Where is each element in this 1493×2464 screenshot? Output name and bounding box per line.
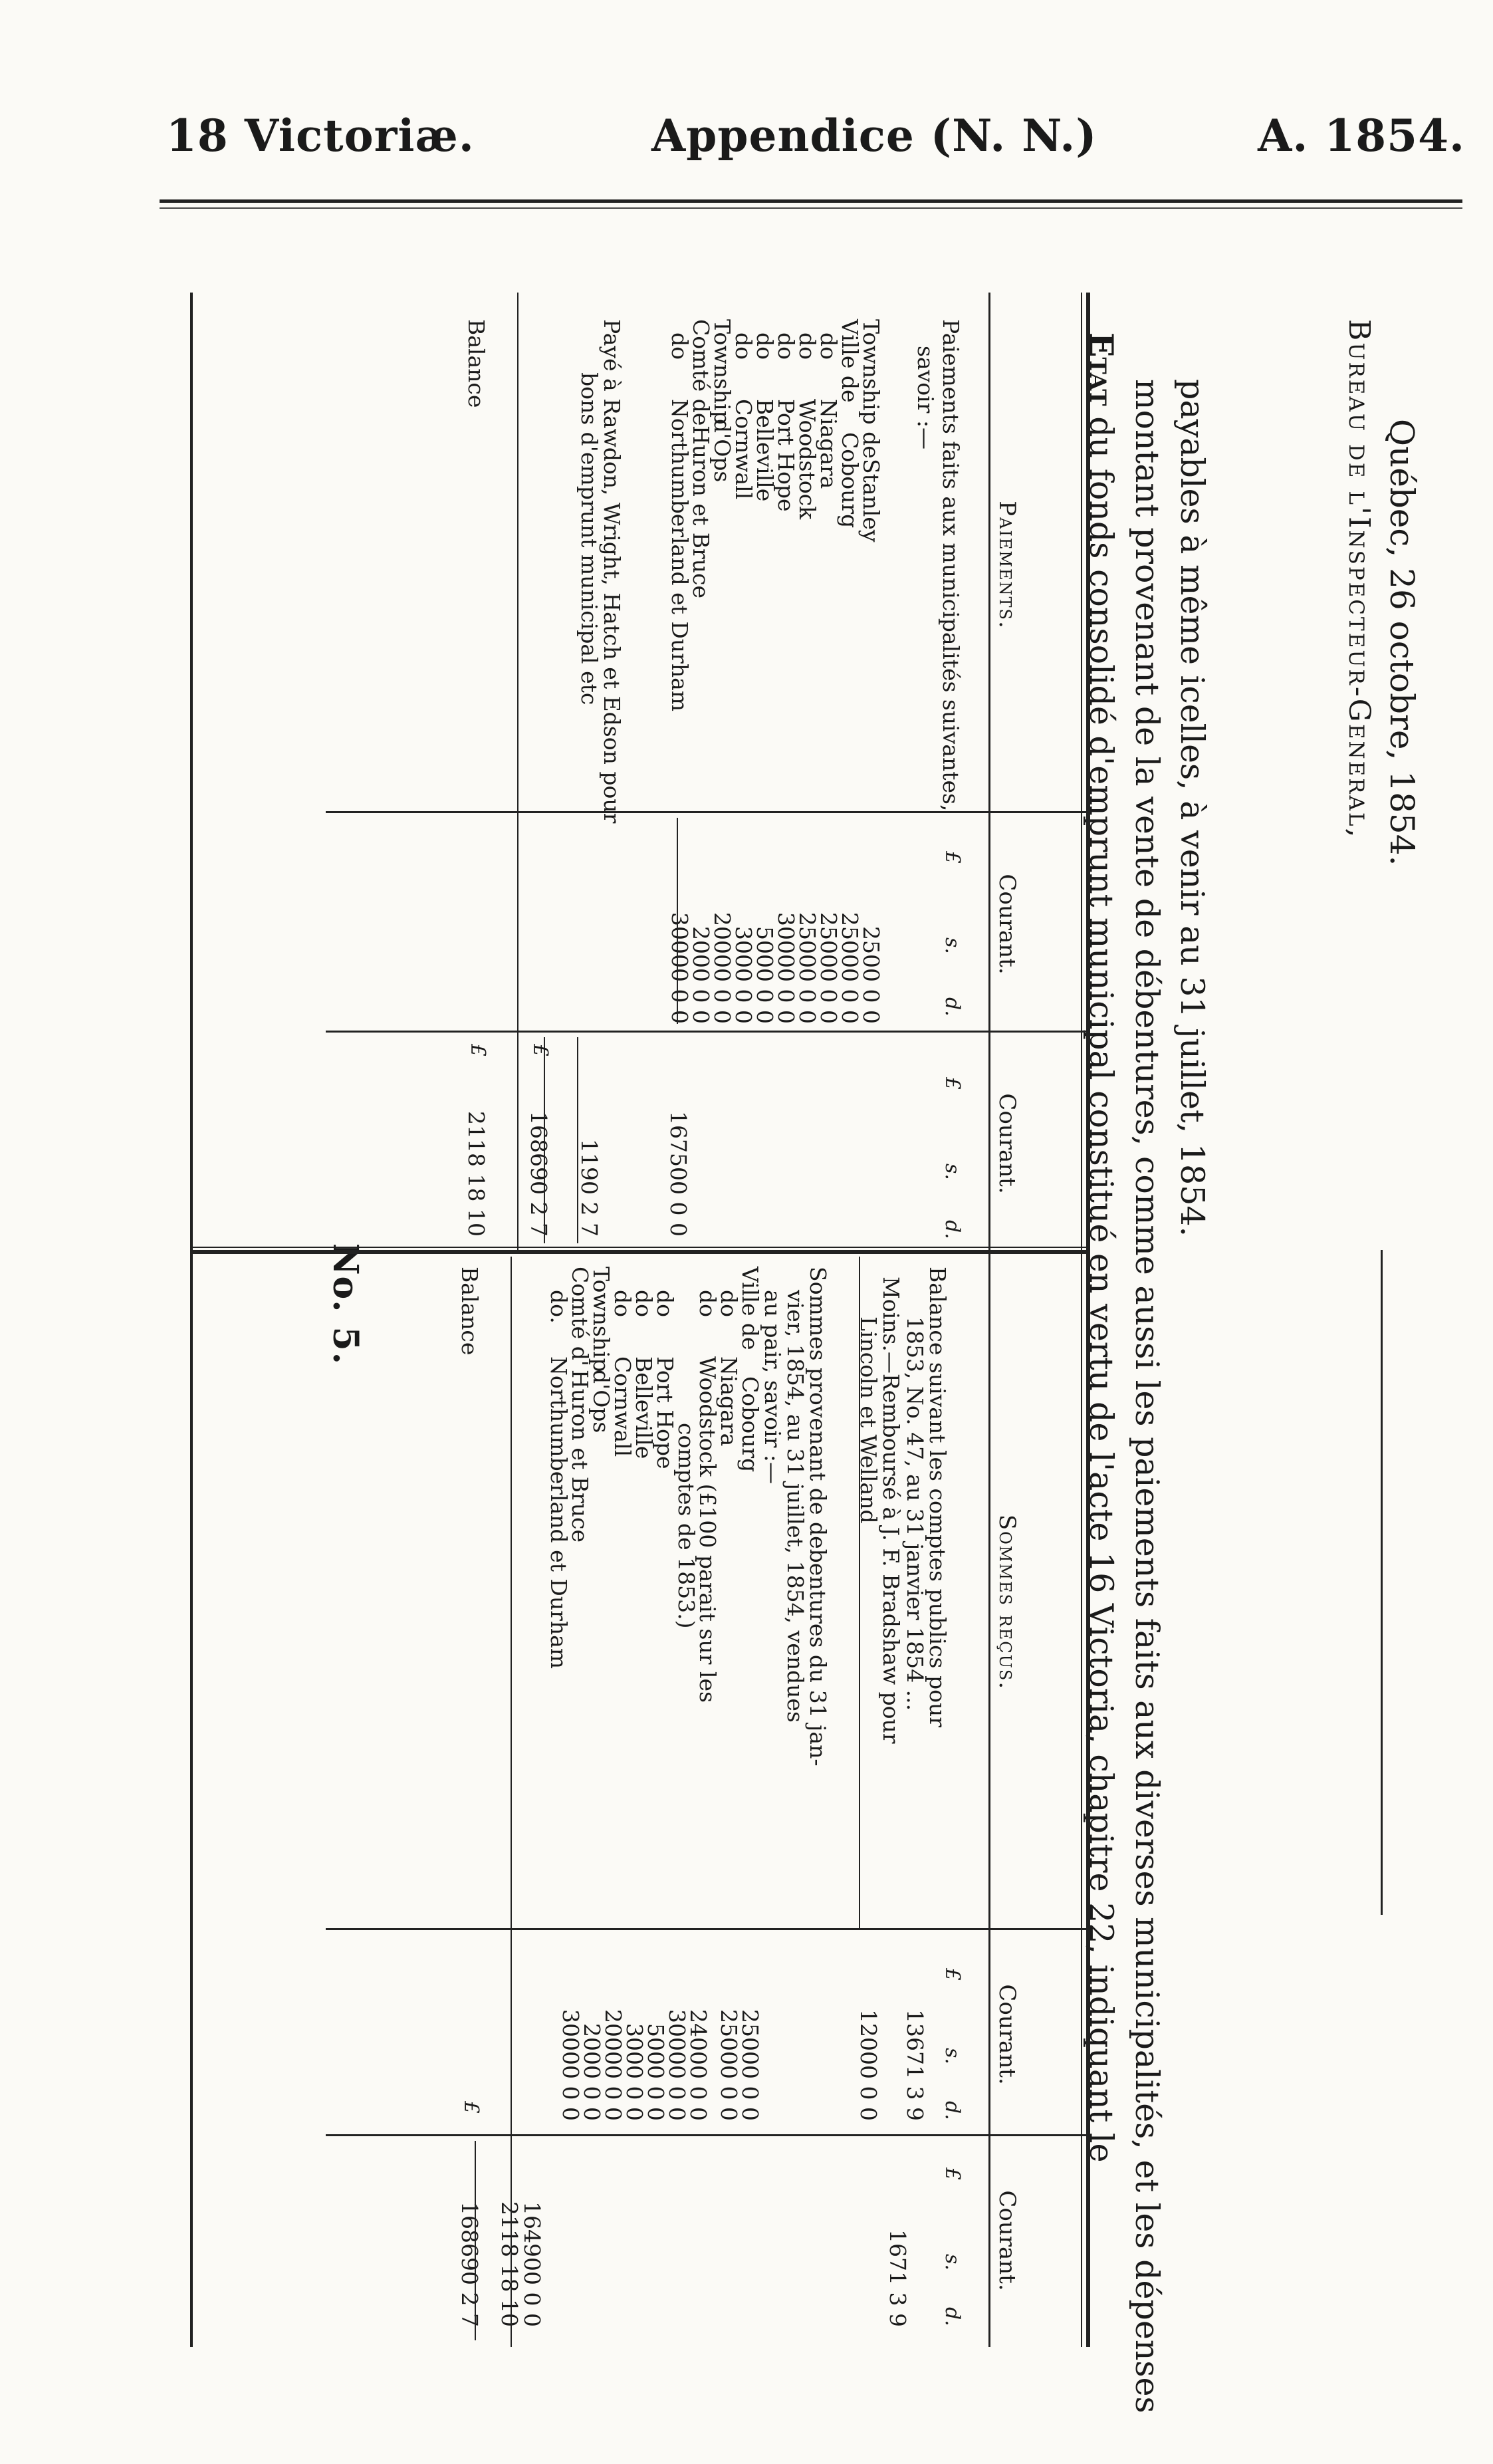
- right-row-name-5: Belleville: [631, 1356, 657, 1459]
- left-row-name-0: Stanley: [858, 459, 884, 543]
- right-balance-text-2: 1853, No. 47, au 31 janvier 1854 ...: [902, 1316, 928, 1711]
- left-total: 168690 2 7: [526, 1111, 552, 1237]
- right-col2-unit-s: s.: [941, 2254, 964, 2271]
- right-col1-unit-d: d.: [941, 2101, 964, 2120]
- title-line-3: payables à même icelles, à venir au 31 juillet, 1854.: [1173, 379, 1211, 1237]
- table-top-rule: [1086, 293, 1090, 2347]
- right-row-amount-4: 5000 0 0: [643, 2023, 669, 2121]
- right-row-prefix-8: Comté d': [567, 1267, 593, 1366]
- right-row-amount-5: 3000 0 0: [622, 2023, 647, 2121]
- left-row-amount-0: 2500 0 0: [858, 926, 884, 1024]
- right-col1-head: Courant.: [994, 1984, 1020, 2085]
- left-col2-unit-d: d.: [941, 1220, 964, 1239]
- table-header-rule: [988, 293, 990, 2347]
- title-text-1: du fonds consolidé d'emprunt municipal constitué en vertu de l'acte 16 Victoria, chapitre 22, indiquant le: [1082, 416, 1120, 2163]
- center-divider-thin: [193, 1247, 1090, 1248]
- right-section-rule: [859, 1257, 860, 1928]
- left-col1-unit-d: d.: [941, 997, 964, 1017]
- footer-date: Québec, 26 octobre, 1854.: [1383, 419, 1421, 866]
- left-row-amount-4: 30000 0 0: [773, 912, 799, 1024]
- left-row-amount-9: 30000 0 0: [667, 912, 693, 1024]
- right-moins-amount: 12000 0 0: [856, 2009, 881, 2121]
- left-col1-unit-s: s.: [941, 937, 964, 954]
- right-row-prefix-4: do: [652, 1290, 678, 1317]
- right-row-name-9: Northumberland et Durham: [546, 1356, 572, 1669]
- right-moins-text-2: Lincoln et Welland: [856, 1316, 881, 1524]
- left-row-prefix-3: do: [794, 332, 820, 360]
- right-row-amount-8: 30000 0 0: [558, 2009, 584, 2121]
- left-intro-1: Paiements faits aux municipalités suivantes,: [938, 319, 964, 812]
- right-heading: Sommes reçus.: [994, 1514, 1020, 1691]
- right-row-name-0: Cobourg: [737, 1376, 763, 1473]
- right-row-prefix-6: do: [610, 1290, 635, 1317]
- right-col1-unit-pound: £: [941, 1968, 964, 1981]
- left-total-rule: [577, 1037, 578, 1243]
- left-row-prefix-2: do: [816, 332, 842, 360]
- right-balance-label: Balance: [457, 1267, 483, 1356]
- right-balance-text-1: Balance suivant les comptes publics pour: [925, 1267, 951, 1727]
- right-row-prefix-9: do.: [546, 1290, 572, 1324]
- right-col-divider-2: [326, 2134, 1090, 2136]
- right-row-amount-0: 25000 0 0: [737, 2009, 763, 2121]
- header-right: A. 1854.: [1258, 110, 1465, 162]
- right-row-name-3: comptes de 1853.): [673, 1423, 699, 1629]
- left-row-name-7: d'Ops: [709, 419, 735, 483]
- right-col2-head: Courant.: [994, 2190, 1020, 2291]
- left-col2-unit-pound: £: [941, 1077, 964, 1090]
- left-row-prefix-8: Comté de: [688, 319, 714, 426]
- right-col2-unit-pound: £: [941, 2167, 964, 2181]
- left-subtotal: 167500 0 0: [665, 1111, 691, 1237]
- left-row-name-1: Cobourg: [837, 432, 863, 529]
- right-total-pound: £: [459, 2101, 483, 2114]
- left-paid-amount: 1190 2 7: [576, 1139, 602, 1237]
- right-row-amount-3: 30000 0 0: [664, 2009, 690, 2121]
- right-balance-amount: 13671 3 9: [902, 2009, 928, 2121]
- table-top-rule-thin: [1081, 293, 1082, 2347]
- left-row-amount-6: 3000 0 0: [731, 926, 756, 1024]
- left-row-prefix-6: do: [731, 332, 756, 360]
- right-balance-carry: 2118 18 10: [497, 2201, 522, 2327]
- right-row-prefix-5: do: [631, 1290, 657, 1317]
- right-col2-unit-d: d.: [941, 2307, 964, 2326]
- left-row-amount-8: 2000 0 0: [688, 926, 714, 1024]
- footer-office: Bureau de l'Inspecteur-General,: [1342, 319, 1376, 840]
- right-subtotal: 164900 0 0: [519, 2201, 545, 2327]
- left-row-amount-2: 25000 0 0: [816, 912, 842, 1024]
- left-row-prefix-0: Township de: [858, 319, 884, 459]
- rotated-table-page: [166, 239, 1469, 2413]
- right-row-name-2: Woodstock (£100 parait sur les: [695, 1356, 721, 1703]
- left-row-amount-3: 25000 0 0: [794, 912, 820, 1024]
- left-paid-text-2: bons d'emprunt municipal etc: [576, 372, 602, 705]
- left-row-amount-5: 5000 0 0: [752, 926, 778, 1024]
- left-balance-pound: £: [466, 1044, 489, 1057]
- left-row-amount-1: 25000 0 0: [837, 912, 863, 1024]
- right-col1-unit-s: s.: [941, 2048, 964, 2064]
- right-sommes-text-2: vier, 1854, au 31 juillet, 1854, vendues: [782, 1290, 808, 1723]
- right-row-amount-7: 2000 0 0: [579, 2023, 605, 2121]
- left-total-rule-2: [544, 1037, 545, 1243]
- left-col2-head: Courant.: [994, 1093, 1020, 1194]
- left-col2-unit-s: s.: [941, 1164, 964, 1180]
- left-row-name-9: Northumberland et Durham: [667, 399, 693, 712]
- right-sommes-text-3: au pair, savoir :—: [760, 1290, 786, 1484]
- left-row-prefix-9: do: [667, 332, 693, 360]
- left-col1-head: Courant.: [994, 874, 1020, 975]
- right-bracket: [512, 2134, 572, 2136]
- left-row-prefix-1: Ville de: [837, 319, 863, 403]
- left-row-name-3: Woodstock: [794, 399, 820, 520]
- center-divider: [193, 1250, 1090, 1254]
- left-row-amount-7: 20000 0 0: [709, 912, 735, 1024]
- left-heading: Paiements.: [994, 501, 1020, 630]
- right-total: 168690 2 7: [457, 2201, 483, 2327]
- left-row-name-8: Huron et Bruce: [688, 426, 714, 598]
- right-row-name-6: Cornwall: [610, 1356, 635, 1457]
- right-sommes-text-1: Sommes provenant de debentures du 31 jan-: [805, 1267, 831, 1767]
- left-row-name-6: Cornwall: [731, 399, 756, 500]
- table-bottom-rule: [190, 293, 193, 2347]
- left-balance-label: Balance: [463, 319, 489, 408]
- left-row-prefix-7: Township: [709, 319, 735, 425]
- right-row-name-1: Niagara: [716, 1356, 742, 1447]
- left-balance-rule: [517, 293, 518, 1250]
- right-balance-rule: [511, 1257, 512, 2347]
- left-row-name-4: Port Hope: [773, 399, 799, 512]
- right-row-prefix-1: do: [716, 1290, 742, 1317]
- left-row-name-5: Belleville: [752, 399, 778, 502]
- footer-rule: [1381, 1250, 1383, 1915]
- left-row-prefix-5: do: [752, 332, 778, 360]
- right-total-rule: [475, 2141, 476, 2340]
- left-total-pound: £: [528, 1044, 552, 1057]
- right-row-prefix-2: do: [695, 1290, 721, 1317]
- right-row-prefix-0: Ville de: [737, 1267, 763, 1350]
- right-row-amount-6: 20000 0 0: [600, 2009, 626, 2121]
- left-intro-2: savoir :—: [913, 346, 939, 450]
- title-line-2: montant provenant de la vente de débentures, comme aussi les paiements faits aux diverses municipalités, et les dépenses: [1128, 379, 1166, 2413]
- header-left: 18 Victoriæ.: [166, 110, 475, 162]
- left-balance-amount: 2118 18 10: [463, 1111, 489, 1237]
- header-rule: [160, 199, 1462, 203]
- header-rule-thin: [160, 207, 1462, 209]
- right-row-amount-1: 25000 0 0: [716, 2009, 742, 2121]
- left-col-divider-1: [326, 811, 1090, 813]
- header-center: Appendice (N. N.): [651, 110, 1097, 162]
- right-moins-result: 1671 3 9: [885, 2229, 911, 2327]
- left-paid-text-1: Payé à Rawdon, Wright, Hatch et Edson pour: [599, 319, 625, 824]
- right-row-amount-2: 24000 0 0: [685, 2009, 711, 2121]
- left-col1-unit-pound: £: [941, 851, 964, 864]
- left-subtotal-rule: [677, 818, 678, 1024]
- right-row-name-8: Huron et Bruce: [567, 1370, 593, 1542]
- right-col-divider-1: [326, 1928, 1090, 1930]
- title-lead: Etat: [1082, 332, 1121, 406]
- right-row-name-4: Port Hope: [652, 1356, 678, 1469]
- left-col-divider-2: [326, 1031, 1090, 1033]
- left-row-prefix-4: do: [773, 332, 799, 360]
- right-moins-text-1: Moins.—Remboursé à J. F. Bradshaw pour: [878, 1277, 904, 1744]
- left-row-name-2: Niagara: [816, 399, 842, 489]
- doc-number: No. 5.: [325, 1243, 366, 1366]
- right-row-name-7: d'Ops: [588, 1370, 614, 1433]
- right-row-prefix-7: Township: [588, 1267, 614, 1372]
